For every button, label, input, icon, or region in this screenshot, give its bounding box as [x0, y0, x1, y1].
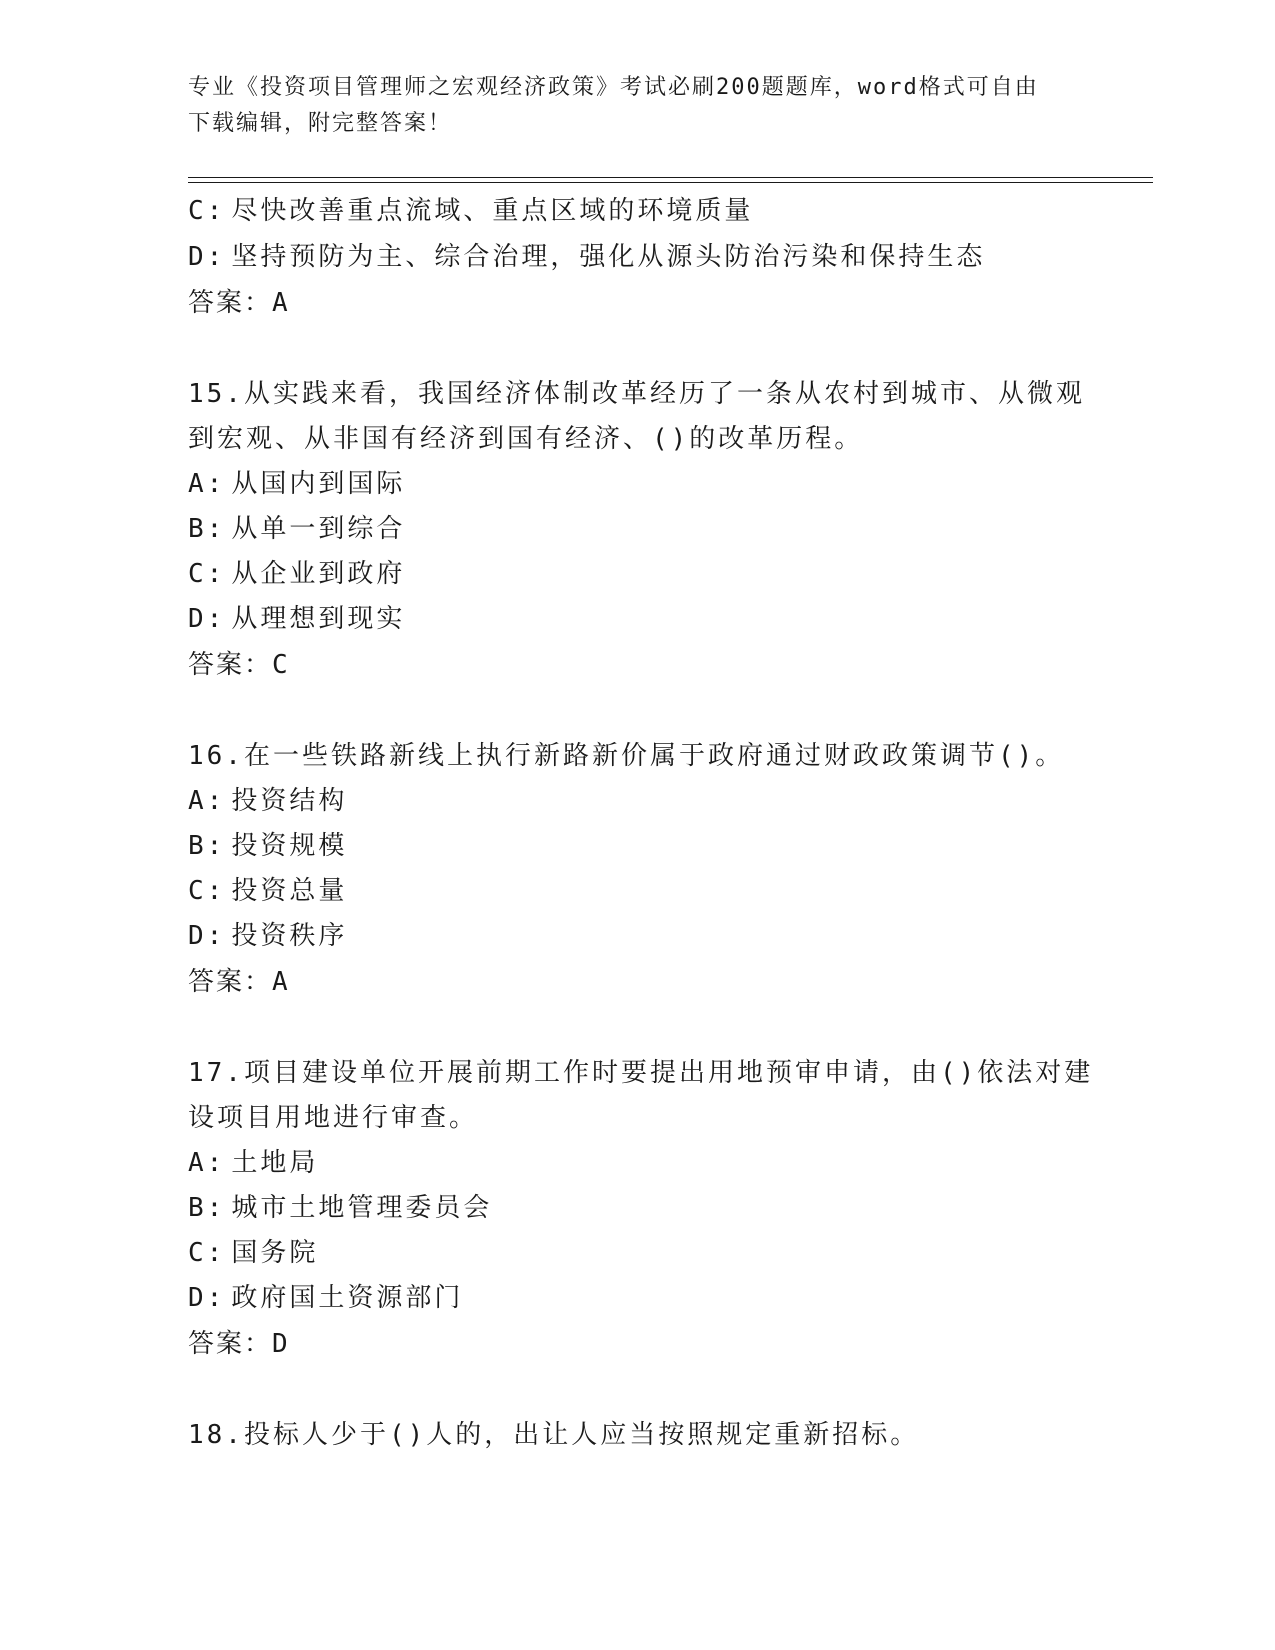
question-text-line: 18.投标人少于()人的，出让人应当按照规定重新招标。	[188, 1420, 920, 1450]
question-18	[188, 1413, 1108, 1458]
option-a: A: 投资结构	[188, 786, 348, 816]
question-17	[188, 1051, 1108, 1367]
answer-line: 答案：D	[188, 1329, 290, 1359]
question-text-line: 设项目用地进行审查。	[188, 1103, 479, 1133]
answer-line: 答案：C	[188, 650, 290, 680]
option-b: B: 从单一到综合	[188, 514, 406, 544]
option-c: C: 尽快改善重点流域、重点区域的环境质量	[188, 196, 754, 226]
question-text-line: 16.在一些铁路新线上执行新路新价属于政府通过财政政策调节()。	[188, 741, 1065, 771]
question-text-line: 到宏观、从非国有经济到国有经济、()的改革历程。	[188, 424, 864, 454]
header-line-2: 下载编辑，附完整答案！	[188, 111, 453, 136]
question-15	[188, 372, 1108, 688]
option-d: D: 从理想到现实	[188, 604, 406, 634]
option-b: B: 城市土地管理委员会	[188, 1193, 493, 1223]
question-text-line: 15.从实践来看，我国经济体制改革经历了一条从农村到城市、从微观	[188, 379, 1085, 409]
option-c: C: 国务院	[188, 1238, 319, 1268]
header-line-1: 专业《投资项目管理师之宏观经济政策》考试必刷200题题库，word格式可自由	[188, 75, 1039, 100]
option-a: A: 从国内到国际	[188, 469, 406, 499]
document-body	[188, 188, 1108, 1458]
header-divider-top	[188, 177, 1153, 178]
document-header	[188, 70, 1068, 142]
option-d: D: 投资秩序	[188, 921, 348, 951]
prev-question	[188, 188, 1108, 326]
option-b: B: 投资规模	[188, 831, 348, 861]
question-text-line: 17.项目建设单位开展前期工作时要提出用地预审申请，由()依法对建	[188, 1058, 1094, 1088]
question-16	[188, 734, 1108, 1005]
header-divider-bottom	[188, 182, 1153, 183]
option-d: D: 政府国土资源部门	[188, 1283, 464, 1313]
option-c: C: 投资总量	[188, 876, 348, 906]
option-d: D: 坚持预防为主、综合治理，强化从源头防治污染和保持生态	[188, 242, 986, 272]
answer-line: 答案：A	[188, 967, 290, 997]
option-a: A: 土地局	[188, 1148, 319, 1178]
option-c: C: 从企业到政府	[188, 559, 406, 589]
answer-line: 答案：A	[188, 288, 290, 318]
